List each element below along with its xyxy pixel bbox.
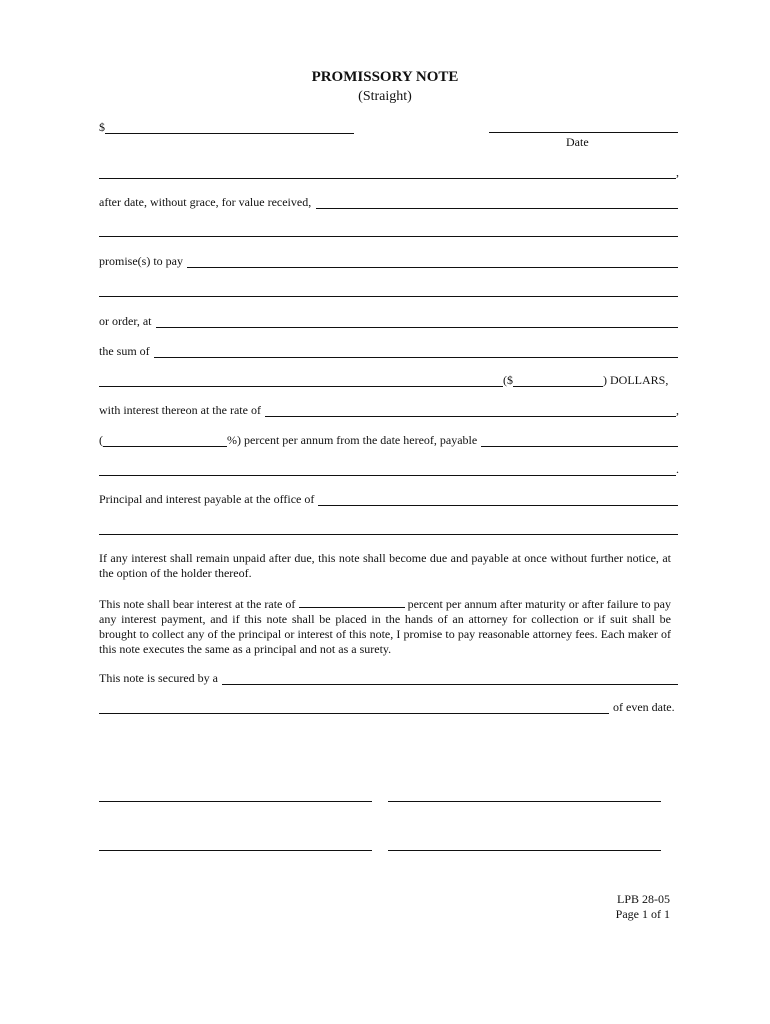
signature-line[interactable] <box>99 850 372 851</box>
payable-continued-row <box>99 460 679 476</box>
comma: , <box>676 403 679 417</box>
principal-row <box>99 490 678 506</box>
promise-row <box>99 252 678 268</box>
page-number: Page 1 of 1 <box>615 907 670 921</box>
place-field[interactable] <box>156 314 679 328</box>
secured-row <box>99 669 678 685</box>
after-date-row <box>99 193 678 209</box>
percent-field[interactable] <box>103 433 227 447</box>
or-order-label: or order, at <box>99 314 152 328</box>
sum-words-field[interactable] <box>154 344 678 358</box>
principal-label: Principal and interest payable at the office of <box>99 492 315 506</box>
maker-field[interactable] <box>99 165 676 179</box>
even-date-row <box>99 698 678 714</box>
maturity-rate-field[interactable] <box>299 596 405 608</box>
period: . <box>676 462 679 476</box>
signature-line[interactable] <box>388 801 661 802</box>
signature-line[interactable] <box>99 801 372 802</box>
promise-label: promise(s) to pay <box>99 254 183 268</box>
comma: , <box>676 165 679 179</box>
sum-words-continued-field[interactable] <box>99 373 503 387</box>
form-number: LPB 28-05 <box>616 892 670 906</box>
after-date-field[interactable] <box>316 195 678 209</box>
interest-label: with interest thereon at the rate of <box>99 403 261 417</box>
percent-label: %) percent per annum from the date hereof, payable <box>227 433 478 447</box>
blank-line[interactable] <box>99 534 678 535</box>
interest-row <box>99 401 679 417</box>
payable-field[interactable] <box>481 433 678 447</box>
percent-open: ( <box>99 433 103 447</box>
date-label: Date <box>566 135 589 149</box>
even-date-label: of even date. <box>613 700 675 714</box>
amount-field[interactable] <box>105 120 354 134</box>
signature-line[interactable] <box>388 850 661 851</box>
blank-line[interactable] <box>99 236 678 237</box>
dollars-open: ($ <box>503 373 513 387</box>
amount-row <box>99 118 354 134</box>
page-title: PROMISSORY NOTE <box>311 69 459 85</box>
sum-label: the sum of <box>99 344 150 358</box>
security-field[interactable] <box>222 671 678 685</box>
blank-line[interactable] <box>99 296 678 297</box>
secured-label: This note is secured by a <box>99 671 218 685</box>
sum-row <box>99 342 678 358</box>
dollar-sign: $ <box>99 120 105 134</box>
or-order-row <box>99 312 678 328</box>
unpaid-interest-paragraph: If any interest shall remain unpaid after due, this note shall become due and payable at once without further notice, at the option of the holder thereof. <box>99 551 671 580</box>
dollars-row <box>99 371 678 387</box>
interest-rate-field[interactable] <box>265 403 676 417</box>
dollars-close: ) DOLLARS, <box>603 373 669 387</box>
page-subtitle: (Straight) <box>358 89 412 104</box>
security-continued-field[interactable] <box>99 700 609 714</box>
after-date-label: after date, without grace, for value received, <box>99 195 312 209</box>
maturity-text-end: percent per annum after maturity or after failure to pay any interest payment, and if this note shall be placed in the hands of an attorney for collection or if suit shall be brought to collect any of the principal or interest of this note, I promise to pay reasonable attorney fees. Each maker of this note executes the same as a principal and not as a surety. <box>99 597 671 656</box>
maturity-text-start: This note shall bear interest at the rate of <box>99 597 296 611</box>
payee-field[interactable] <box>187 254 678 268</box>
office-field[interactable] <box>318 492 678 506</box>
date-field[interactable] <box>489 132 678 133</box>
maturity-paragraph <box>99 596 671 657</box>
sum-figures-field[interactable] <box>513 373 603 387</box>
payable-continued-field[interactable] <box>99 462 676 476</box>
maker-row <box>99 163 679 179</box>
percent-row <box>99 431 678 447</box>
